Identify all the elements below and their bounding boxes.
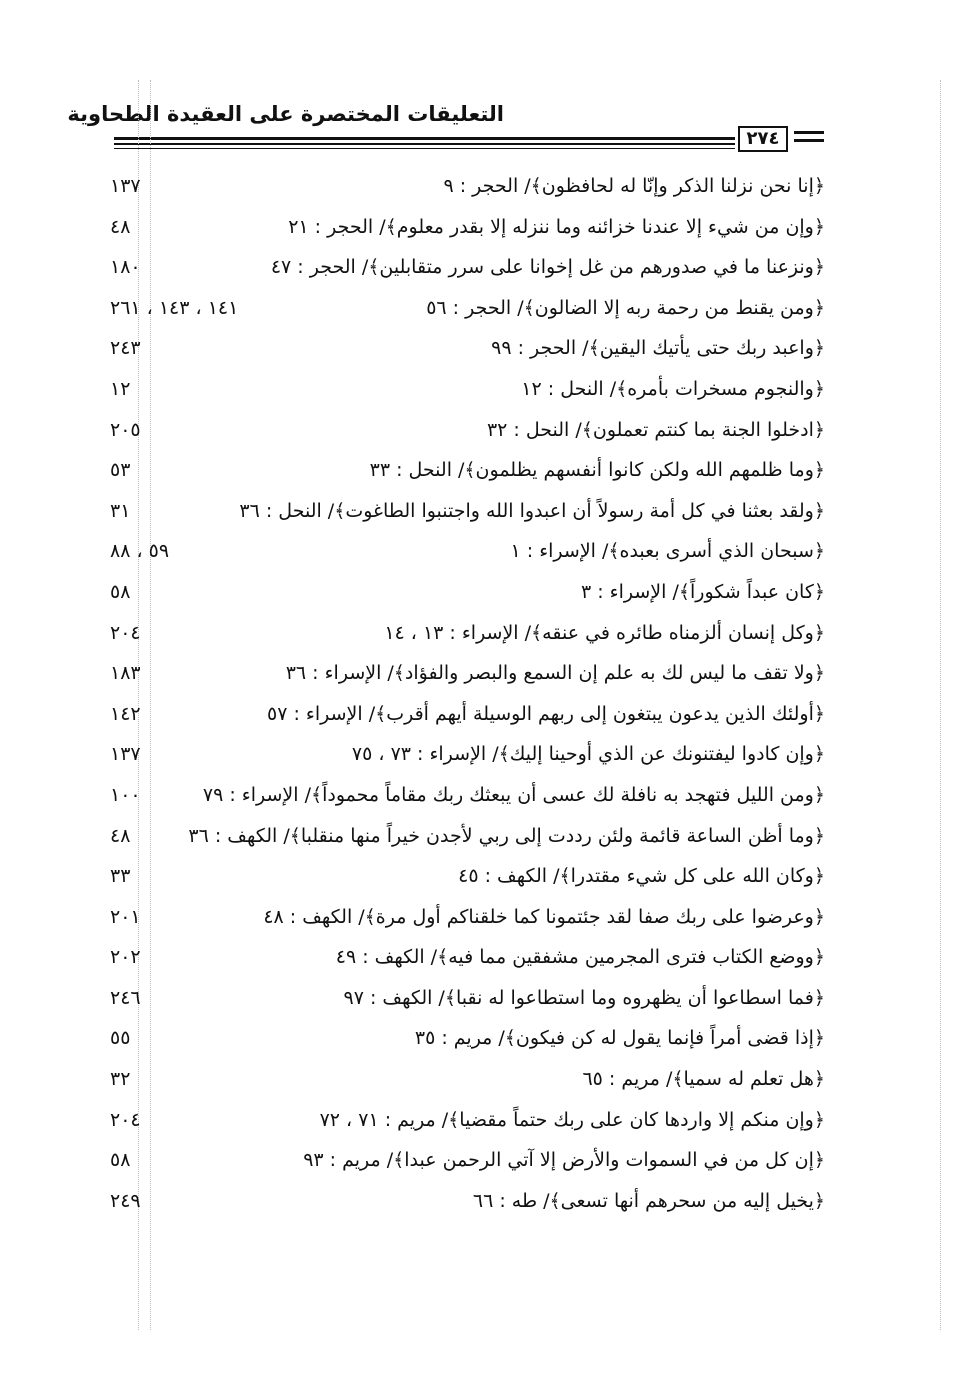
verse-text: ﴿وكان الله على كل شيء مقتدرا﴾/ الكهف : ٤٥ [458,865,825,888]
verse-text: ﴿وإن كادوا ليفتنونك عن الذي أوحينا إليك﴾/ الإسراء : ٧٣ ، ٧٥ [351,743,825,766]
page-reference: ١٣٧ [110,743,141,766]
index-row [110,290,825,331]
header-rule [114,143,735,145]
verse-text: ﴿ولقد بعثنا في كل أمة رسولاً أن اعبدوا الله واجتنبوا الطاغوت﴾/ النحل : ٣٦ [239,499,825,522]
index-row [110,452,825,493]
index-row [110,1061,825,1102]
verse-index-list [110,168,825,1223]
index-row [110,736,825,777]
index-row [110,574,825,615]
index-row [110,1020,825,1061]
verse-text: ﴿ومن الليل فتهجد به نافلة لك عسى أن يبعثك ربك مقاماً محموداً﴾/ الإسراء : ٧٩ [202,783,825,806]
index-row [110,493,825,534]
page-reference: ١٨٠ [110,256,141,279]
index-row [110,939,825,980]
verse-text: ﴿ومن يقنط من رحمة ربه إلا الضالون﴾/ الحجر : ٥٦ [426,296,825,319]
verse-text: ﴿أولئك الذين يدعون يبتغون إلى ربهم الوسيلة أيهم أقرب﴾/ الإسراء : ٥٧ [267,702,825,725]
page-reference: ٥٥ [110,1027,131,1050]
index-row [110,980,825,1021]
page-reference: ٣٢ [110,1068,131,1091]
page-reference: ٣٣ [110,865,131,888]
index-row [110,168,825,209]
page-reference: ٤٨ [110,824,131,847]
page-reference: ٢٠٤ [110,621,141,644]
verse-text: ﴿سبحان الذي أسرى بعبده﴾/ الإسراء : ١ [510,540,825,563]
page-reference: ٤٨ [110,215,131,238]
index-row [110,696,825,737]
verse-text: ﴿وإن من شيء إلا عندنا خزائنه وما ننزله إلا بقدر معلوم﴾/ الحجر : ٢١ [288,215,825,238]
page-reference: ٢٠٤ [110,1108,141,1131]
verse-text: ﴿ولا تقف ما ليس لك به علم إن السمع والبصر والفؤاد﴾/ الإسراء : ٣٦ [285,662,825,685]
verse-text: ﴿واعبد ربك حتى يأتيك اليقين﴾/ الحجر : ٩٩ [491,337,825,360]
verse-text: ﴿وعرضوا على ربك صفا لقد جئتمونا كما خلقناكم أول مرة﴾/ الكهف : ٤٨ [263,905,825,928]
verse-text: ﴿ادخلوا الجنة بما كنتم تعملون﴾/ النحل : ٣٢ [486,418,825,441]
index-row [110,1102,825,1143]
page-reference: ٢٠٥ [110,418,141,441]
page-reference: ٢٤٦ [110,986,141,1009]
page-reference: ٢٠٢ [110,946,141,969]
header-dash [794,139,824,142]
page-reference: ٢٤٣ [110,337,141,360]
verse-text: ﴿يخيل إليه من سحرهم أنها تسعى﴾/ طه : ٦٦ [472,1189,825,1212]
page-reference: ١٢ [110,377,131,400]
index-row [110,615,825,656]
index-row [110,209,825,250]
verse-text: ﴿إنا نحن نزلنا الذكر وإنّا له لحافظون﴾/ الحجر : ٩ [443,175,825,197]
index-row [110,412,825,453]
page-reference: ٥٣ [110,459,131,482]
page-reference: ١٨٣ [110,662,141,685]
verse-text: ﴿ووضع الكتاب فترى المجرمين مشفقين مما فيه﴾/ الكهف : ٤٩ [335,946,825,969]
page-reference: ١٠٠ [110,783,141,806]
verse-text: ﴿وما ظلمهم الله ولكن كانوا أنفسهم يظلمون﴾/ النحل : ٣٣ [369,459,825,482]
page-reference: ٢٤٩ [110,1189,141,1212]
page-reference: ٥٨ [110,1149,131,1172]
index-row [110,899,825,940]
verse-text: ﴿وما أظن الساعة قائمة ولئن رددت إلى ربي لأجدن خيراً منها منقلبا﴾/ الكهف : ٣٦ [188,824,825,847]
scan-edge-dots [940,80,941,1330]
page-reference: ١٣٧ [110,175,141,197]
page-reference: ١٤١ ، ١٤٣ ، ٢٦١ [110,296,239,319]
verse-text: ﴿إن كل من في السموات والأرض إلا آتي الرحمن عبدا﴾/ مريم : ٩٣ [303,1149,825,1172]
index-row [110,1142,825,1183]
index-row [110,655,825,696]
index-row [110,371,825,412]
index-row [110,330,825,371]
running-header-title: التعليقات المختصرة على العقيدة الطحاوية [67,102,504,126]
verse-text: ﴿فما اسطاعوا أن يظهروه وما استطاعوا له نقبا﴾/ الكهف : ٩٧ [343,986,825,1009]
index-row [110,1183,825,1224]
index-row [110,818,825,859]
header-dash [794,131,824,134]
page-reference: ٣١ [110,499,131,522]
page-reference: ٥٨ [110,580,131,603]
page-reference: ٢٠١ [110,905,141,928]
verse-text: ﴿ونزعنا ما في صدورهم من غل إخوانا على سرر متقابلين﴾/ الحجر : ٤٧ [270,256,825,279]
verse-text: ﴿إذا قضى أمراً فإنما يقول له كن فيكون﴾/ مريم : ٣٥ [414,1027,825,1050]
verse-text: ﴿والنجوم مسخرات بأمره﴾/ النحل : ١٢ [521,377,825,400]
header-rule [114,148,735,149]
index-row [110,249,825,290]
verse-text: ﴿وإن منكم إلا واردها كان على ربك حتماً مقضيا﴾/ مريم : ٧١ ، ٧٢ [319,1108,825,1131]
index-row [110,858,825,899]
verse-text: ﴿كان عبداً شكوراً﴾/ الإسراء : ٣ [580,580,825,603]
index-row [110,777,825,818]
page-reference: ٥٩ ، ٨٨ [110,540,170,563]
index-row [110,533,825,574]
page-number: ٢٧٤ [738,126,788,152]
verse-text: ﴿هل تعلم له سميا﴾/ مريم : ٦٥ [582,1068,825,1091]
page-reference: ١٤٢ [110,702,141,725]
verse-text: ﴿وكل إنسان ألزمناه طائره في عنقه﴾/ الإسراء : ١٣ ، ١٤ [384,621,825,644]
header-rule [114,137,735,140]
